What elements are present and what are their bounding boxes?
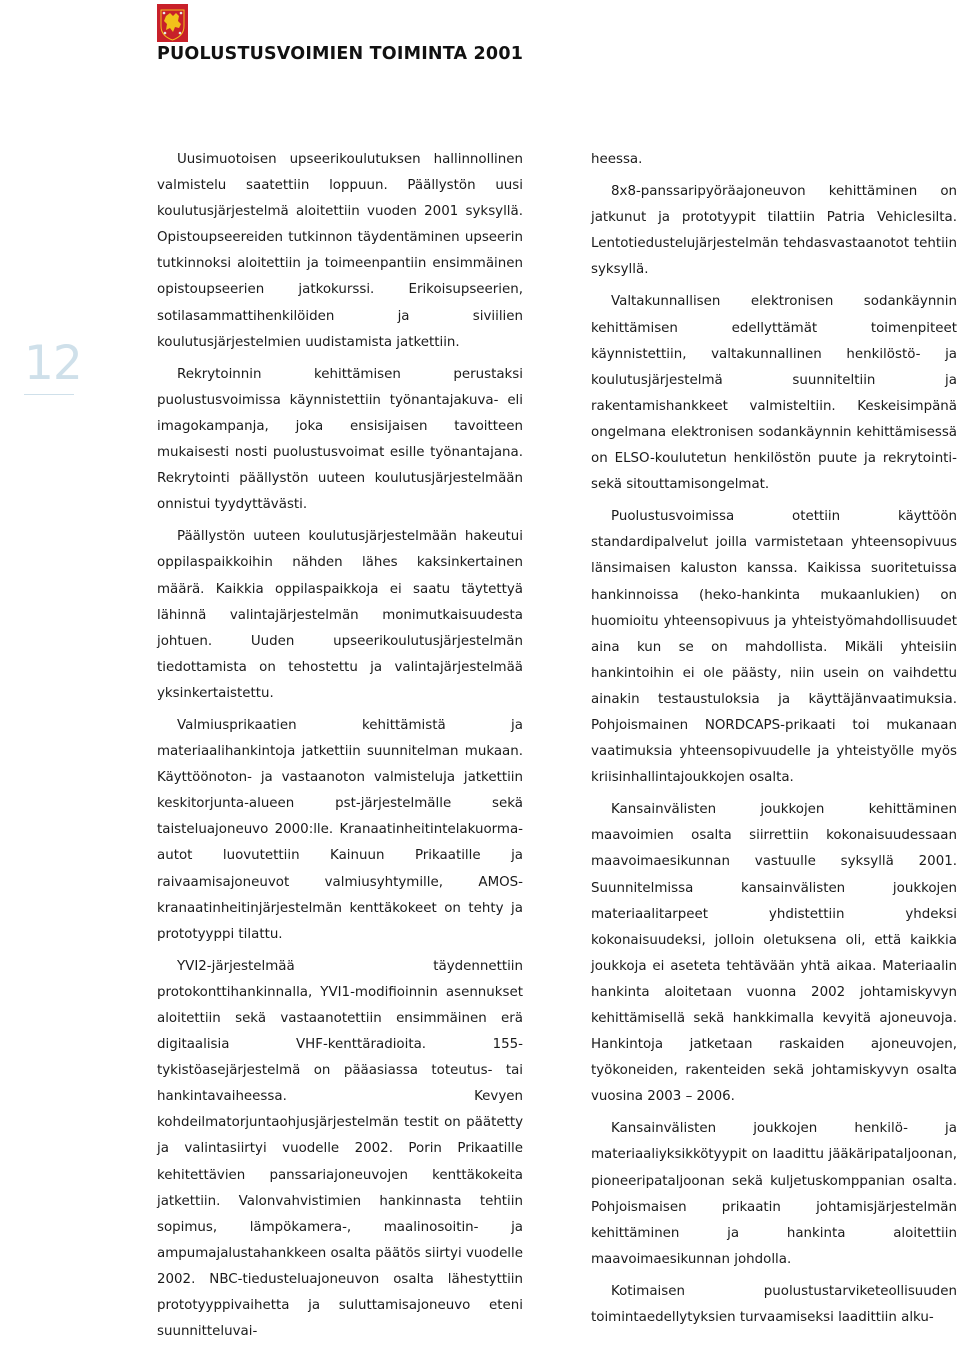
left-text-column [157, 147, 523, 1351]
paragraph: Valmiusprikaatien kehittämistä ja materiaalihankintoja jatkettiin suunnitelman mukaan. Käyttöönoton- ja vastaanoton valmisteluja jatkettiin keskitorjunta-alueen pst-järjestelmälle sekä taisteluajoneuvo 2000:lle. Kranaatinheitintelakuorma-autot luovutettiin Kainuun Prikaatille ja raivaamisajoneuvot valmiusyhtymille, AMOS-kranaatinheitinjärjestelmän kenttäkokeet on tehty ja prototyyppi tilattu. [157, 717, 523, 942]
right-text-column [591, 147, 957, 1337]
paragraph: Kansainvälisten joukkojen henkilö- ja materiaaliyksikkötyypit on laadittu jääkäripataljoonan, pioneeripataljoonan sekä kuljetuskomppanian osalta. Pohjoismaisen prikaatin johtamisjärjestelmän kehittäminen ja hankinta aloitettiin maavoimaesikunnan johdolla. [591, 1121, 957, 1267]
paragraph: 8x8-panssaripyöräajoneuvon kehittäminen on jatkunut ja prototyypit tilattiin Patria Vehiclesilta. Lentotiedustelujärjestelmän tehdasvastaanotot tehtiin syksyllä. [591, 184, 957, 278]
page-number-rule [24, 394, 74, 395]
coat-of-arms-logo-icon [157, 4, 188, 42]
paragraph: Rekrytoinnin kehittämisen perustaksi puolustusvoimissa käynnistettiin työnantajakuva- eli imagokampanja, joka ensisijaisen tavoitteen mukaisesti nosti puolustusvoimat esille työnantajana. Rekrytointi päällystön uuteen koulutusjärjestelmään onnistui tyydyttävästi. [157, 366, 523, 513]
paragraph: Päällystön uuteen koulutusjärjestelmään hakeutui oppilaspaikkoihin nähden lähes kaksinkertainen määrä. Kaikkia oppilaspaikkoja ei saatu täytettyä lähinnä valintajärjestelmän monimutkaisuudesta johtuen. Uuden upseerikoulutusjärjestelmän tiedottamista on tehostettu ja valintajärjestelmää yksinkertaistettu. [157, 529, 523, 701]
paragraph: YVI2-järjestelmää täydennettiin protokonttihankinnalla, YVI1-modifioinnin asennukset aloitettiin sekä vastaanotettiin ensimmäinen erä digitaalisia VHF-kenttäradioita. 155-tykistöasejärjestelmä on pääasiassa toteutus- tai hankintavaiheessa. Kevyen kohdeilmatorjuntaohjusjärjestelmän testit on päätetty ja valintasiirtyi vuodelle 2002. Porin Prikaatille kehitettävien panssariajoneuvojen kenttäkokeita jatkettiin. Valonvahvistimien hankinnasta tehtiin sopimus, lämpökamera-, maalinosoitin- ja ampumajalustahankkeen osalta päätös siirtyi vuodelle 2002. NBC-tiedusteluajoneuvon osalta lähestyttiin prototyyppivaihetta ja suluttamisajoneuvo eteni suunnitteluvai- [157, 958, 523, 1340]
paragraph: Kansainvälisten joukkojen kehittäminen maavoimien osalta siirrettiin kokonaisuudessaan maavoimaesikunnan vastuulle syksyllä 2001. Suunnitelmissa kansainvälisten joukkojen materiaalitarpeet yhdistettiin yhdeksi kokonaisuudeksi, jolloin oletuksena oli, että kaikkia joukkoja ei aseteta tehtävään yhtä aikaa. Materiaalin hankinta aloitetaan vuonna 2002 johtamiskyvyn kehittämisellä sekä hankkimalla kevyitä ajoneuvoja. Hankintoja jatketaan raskaiden ajoneuvojen, työkoneiden, rakenteiden sekä johtamiskyvyn osalta vuosina 2003 – 2006. [591, 802, 957, 1105]
page-number: 12 [24, 336, 82, 391]
paragraph: Valtakunnallisen elektronisen sodankäynnin kehittämisen edellyttämät toimenpiteet käynnistettiin, valtakunnallinen henkilöstö- ja koulutusjärjestelmä suunniteltiin ja rakentamishankkeet valmisteltiin. Keskeisimpänä ongelmana elektronisen sodankäynnin kehittämisessä on ELSO-koulutetun henkilöstön puute ja rekrytointi- sekä sitouttamisongelmat. [591, 294, 957, 493]
paragraph: Kotimaisen puolustustarviketeollisuuden toimintaedellytyksien turvaamiseksi laadittiin alku- [591, 1283, 957, 1326]
paragraph: heessa. [591, 152, 643, 167]
paragraph: Uusimuotoisen upseerikoulutuksen hallinnollinen valmistelu saatettiin loppuun. Päällystön uusi koulutusjärjestelmä aloitettiin vuoden 2001 syksyllä. Opistoupseereiden tutkinnon täydentäminen upseerin tutkinnoksi aloitettiin ja toimeenpantiin ensimmäinen opistoupseerien jatkokurssi. Erikoisupseerien, sotilasammattihenkilöiden ja siviilien koulutusjärjestelmien uudistamista jatkettiin. [157, 152, 523, 350]
publication-title: PUOLUSTUSVOIMIEN TOIMINTA 2001 [157, 44, 524, 64]
paragraph: Puolustusvoimissa otettiin käyttöön standardipalvelut joilla varmistetaan yhteensopivuus länsimaisen kaluston kanssa. Kaikissa suoritetuissa hankinnoissa (heko-hankinta mukaanlukien) on huomioitu yhteensopivuus ja yhteistyömahdollisuudet aina kun se on mahdollista. Mikäli yhteisiin hankintoihin ei ole päästy, niin usein on vaihdettu ainakin testaustuloksia ja käyttäjänvaatimuksia. Pohjoismainen NORDCAPS-prikaati toi mukanaan vaatimuksia yhteensopivuudelle ja yhteistyölle myös kriisinhallintajoukkojen osalta. [591, 509, 957, 786]
